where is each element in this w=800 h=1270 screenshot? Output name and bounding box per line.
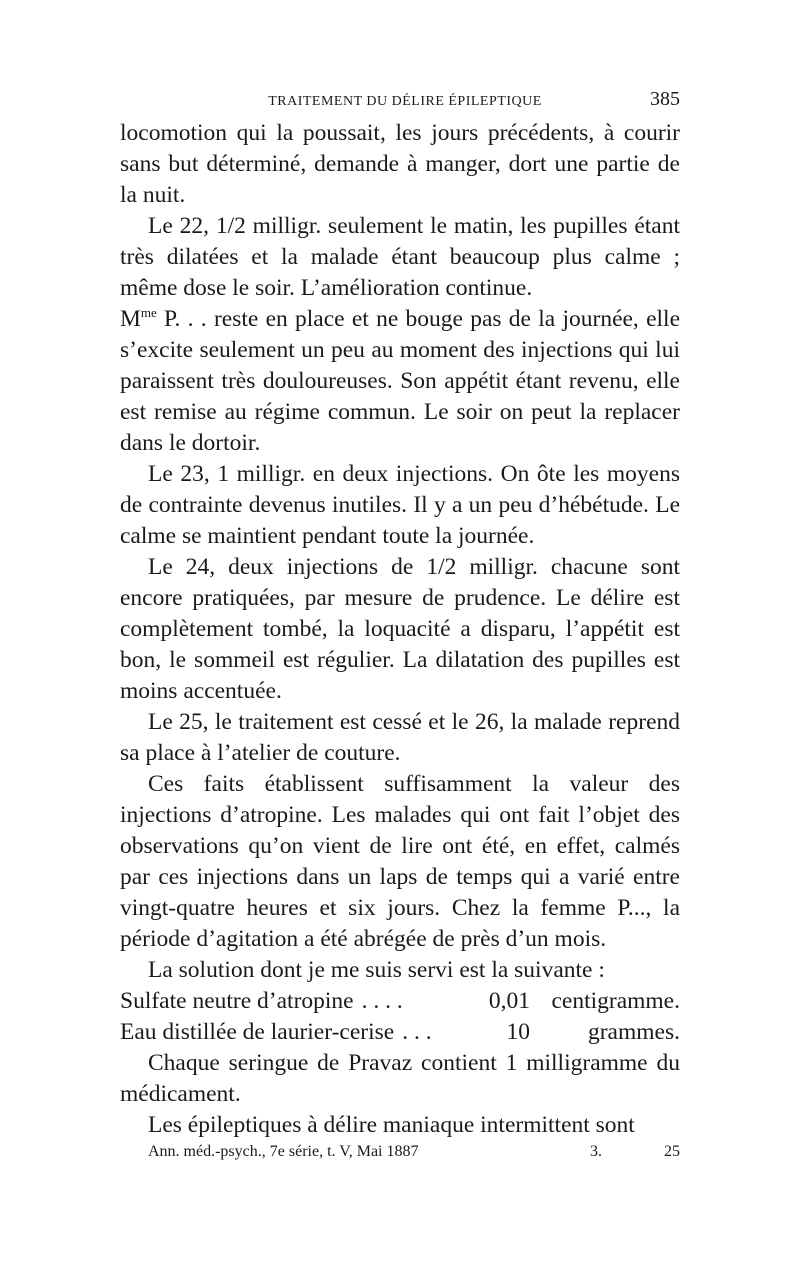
paragraph: La solution dont je me suis servi est la suivante : — [148, 957, 605, 983]
body-text — [120, 118, 680, 986]
recipe-list — [120, 986, 680, 1048]
recipe-line — [120, 1017, 680, 1048]
page-footer — [120, 1143, 680, 1161]
paragraph: Le 22, 1/2 milligr. seulement le matin, les pupilles étant très dilatées et la malade étant beaucoup plus calme ; même dose le soir. L’amélioration continue. — [120, 213, 680, 301]
recipe-quantity: 10 — [506, 1019, 530, 1045]
paragraph: Le 24, deux injections de 1/2 milligr. chacune sont encore pratiquées, par mesure de prudence. Le délire est complètement tombé, la loquacité a disparu, l’appétit est bon, le sommeil est régulier. La dilatation des pupilles est moins accentuée. — [120, 554, 680, 704]
paragraph: Chaque seringue de Pravaz contient 1 milligramme du médicament. — [120, 1050, 680, 1107]
mme-superscript: me — [140, 305, 157, 321]
paragraph: locomotion qui la poussait, les jours précédents, à courir sans but déterminé, demande à manger, dort une partie de la nuit. — [120, 120, 680, 208]
recipe-dots: . . . . — [361, 988, 403, 1014]
recipe-unit: centigramme. — [551, 988, 680, 1014]
running-head — [120, 88, 680, 118]
recipe-item: Eau distillée de laurier-cerise — [120, 1019, 395, 1045]
running-title: TRAITEMENT DU DÉLIRE ÉPILEPTIQUE — [268, 94, 542, 109]
book-page — [120, 88, 680, 1161]
recipe-unit: grammes. — [587, 1019, 680, 1045]
closing-text — [120, 1048, 680, 1141]
paragraph: Les épileptiques à délire maniaque intermittent sont — [148, 1112, 635, 1138]
paragraph: Ces faits établissent suffisamment la valeur des injections d’atropine. Les malades qui ont fait l’objet des observations qu’on vient de lire ont été, en effet, calmés par ces injections dans un laps de temps qui a varié entre vingt-quatre heures et six jours. Chez la femme P..., la période d’agitation a été abrégée de près d’un mois. — [120, 771, 680, 952]
recipe-dots: . . . — [402, 1019, 432, 1045]
mme-prefix: M — [120, 306, 141, 332]
paragraph: Le 23, 1 milligr. en deux injections. On ôte les moyens de contrainte devenus inutiles. Il y a un peu d’hébétude. Le calme se maintient pendant toute la journée. — [120, 461, 680, 549]
page-number: 385 — [650, 88, 680, 110]
recipe-line — [120, 986, 680, 1017]
sheet-number: 25 — [664, 1143, 680, 1160]
journal-reference: Ann. méd.-psych., 7e série, t. V, Mai 1887 — [148, 1143, 419, 1160]
recipe-item: Sulfate neutre d’atropine — [120, 988, 354, 1014]
recipe-quantity: 0,01 — [488, 988, 530, 1014]
paragraph-mme — [120, 304, 680, 459]
mme-initial: P. . . — [156, 306, 214, 332]
paragraph: Le 25, le traitement est cessé et le 26, la malade reprend sa place à l’atelier de couture. — [120, 709, 680, 766]
paragraph-text: reste en place et ne bouge pas de la journée, elle s’excite seulement un peu au moment des injections qui lui paraissent très douloureuses. Son appétit étant revenu, elle est remise au régime commun. Le soir on peut la replacer dans le dortoir. — [120, 306, 680, 456]
signature-mark: 3. — [590, 1143, 602, 1160]
